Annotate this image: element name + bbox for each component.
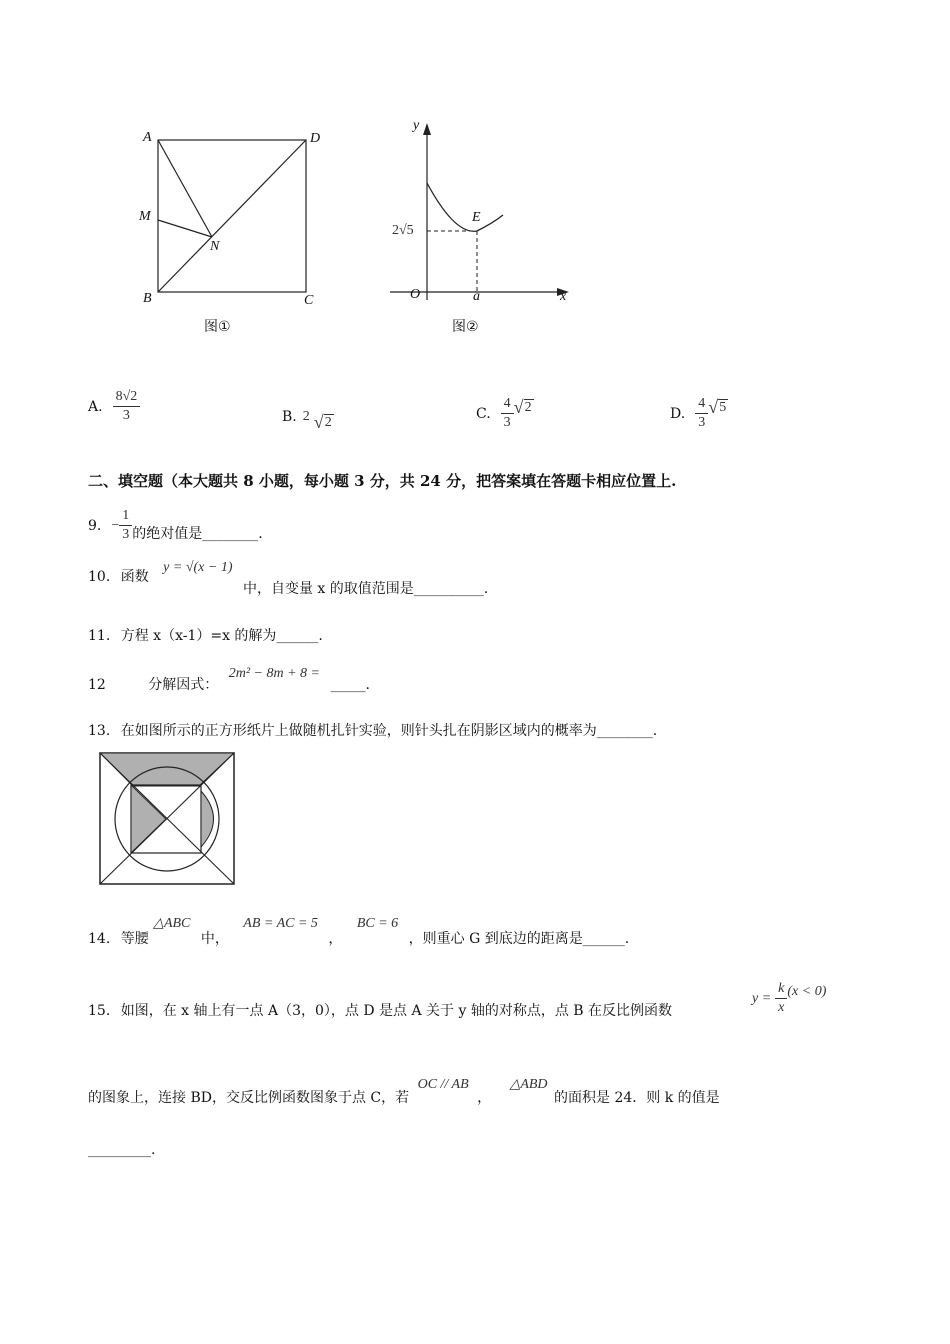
q15-comma: ，: [477, 1090, 492, 1106]
q15-answer-blank: _________.: [88, 1142, 156, 1158]
q14-number: 14.: [88, 931, 111, 947]
point-m-label: M: [139, 209, 151, 224]
q11-text: 方程 x（x-1）=x 的解为______.: [120, 628, 323, 644]
figure-1-square: [130, 125, 330, 315]
question-10: [88, 560, 489, 597]
q13-figure: [98, 751, 236, 886]
option-a-fraction: $\frac{8√2}{3}$: [113, 388, 141, 425]
question-15-line-2: [88, 1073, 720, 1106]
q9-minus: −: [111, 517, 120, 533]
option-c-label: C.: [476, 405, 491, 422]
question-15-line-1: [88, 1000, 672, 1020]
option-a-label: A.: [88, 398, 103, 415]
point-e-label: E: [472, 210, 481, 225]
q11-number: 11.: [88, 628, 111, 644]
q12-number: 12: [88, 677, 106, 693]
q9-text: 的绝对值是________.: [132, 525, 263, 542]
q14-mid: 中，: [200, 931, 229, 947]
point-n-label: N: [210, 239, 220, 254]
q15-triangle-abd: △ABD: [509, 1077, 548, 1092]
q14-text: ，则重心 G 到底边的距离是______.: [408, 931, 630, 947]
q12-text: _____.: [330, 677, 370, 693]
point-c-label: C: [304, 293, 314, 308]
q15-func-cond: (x < 0): [787, 983, 827, 999]
q10-prefix: 函数: [120, 569, 149, 585]
question-12: [88, 662, 370, 693]
point-a-label: A: [143, 130, 152, 145]
question-13: [88, 721, 657, 741]
option-c-sqrt: √ 2: [513, 397, 532, 417]
q14-eq-ab-ac: AB = AC = 5: [243, 916, 318, 931]
q15-line1-text: 如图，在 x 轴上有一点 A（3，0），点 D 是点 A 关于 y 轴的对称点，点 B 在反比例函数: [120, 1003, 673, 1019]
y-axis-label: y: [413, 118, 420, 133]
option-d[interactable]: [670, 395, 728, 432]
q9-fraction: $\frac{1}{3}$: [119, 507, 132, 544]
q15-function: [752, 980, 826, 1017]
q15-line2-text-b: 的面积是 24．则 k 的值是: [554, 1090, 720, 1106]
q9-number: 9.: [88, 517, 102, 534]
question-14: [88, 912, 630, 947]
q10-formula: y = √(x − 1): [163, 560, 233, 575]
option-b-label: B.: [282, 408, 297, 425]
question-15-line-3: [88, 1140, 155, 1160]
option-a[interactable]: [88, 388, 140, 425]
q10-text: 中，自变量 x 的取值范围是__________.: [242, 581, 489, 597]
q14-comma: ，: [328, 931, 343, 947]
q15-line2-text-a: 的图象上，连接 BD，交反比例函数图象于点 C，若: [88, 1090, 410, 1106]
option-b-sqrt: √ 2: [313, 412, 332, 432]
option-c-fraction: $\frac{4}{3}$: [501, 395, 514, 432]
x-axis-label: x: [560, 289, 567, 304]
a-tick-label: a: [473, 289, 480, 304]
q12-prefix: 分解因式：: [148, 677, 219, 693]
q15-func-y: y =: [752, 990, 772, 1006]
option-b[interactable]: [282, 408, 334, 432]
question-9: [88, 507, 263, 544]
q15-parallel: OC // AB: [417, 1077, 469, 1092]
option-d-label: D.: [670, 405, 686, 422]
q14-triangle: △ABC: [153, 916, 191, 931]
point-b-label: B: [143, 291, 152, 306]
section-heading: 二、填空题（本大题共 8 小题，每小题 3 分，共 24 分，把答案填在答题卡相应位置上.: [88, 472, 677, 490]
question-11: [88, 626, 323, 646]
q13-number: 13.: [88, 723, 111, 739]
option-d-fraction: $\frac{4}{3}$: [695, 395, 708, 432]
q14-eq-bc: BC = 6: [356, 916, 399, 931]
origin-label: O: [410, 287, 421, 302]
option-d-sqrt: √ 5: [708, 397, 727, 417]
figure-2-graph: [385, 115, 585, 310]
q15-func-fraction: $\frac{k}{x}$: [775, 980, 787, 1017]
q15-number: 15.: [88, 1003, 111, 1019]
point-d-label: D: [310, 131, 321, 146]
figure-2-caption: 图②: [452, 319, 479, 335]
q12-formula: 2m² − 8m + 8 =: [228, 666, 320, 681]
q13-text: 在如图所示的正方形纸片上做随机扎针实验，则针头扎在阴影区域内的概率为________.: [120, 723, 658, 739]
option-b-coef: 2: [302, 408, 310, 424]
figure-1-caption: 图①: [204, 319, 231, 335]
option-c[interactable]: [476, 395, 534, 432]
q14-prefix: 等腰: [120, 931, 149, 947]
q10-number: 10.: [88, 569, 111, 585]
y-tick-2sqrt5: 2√5: [392, 223, 414, 238]
